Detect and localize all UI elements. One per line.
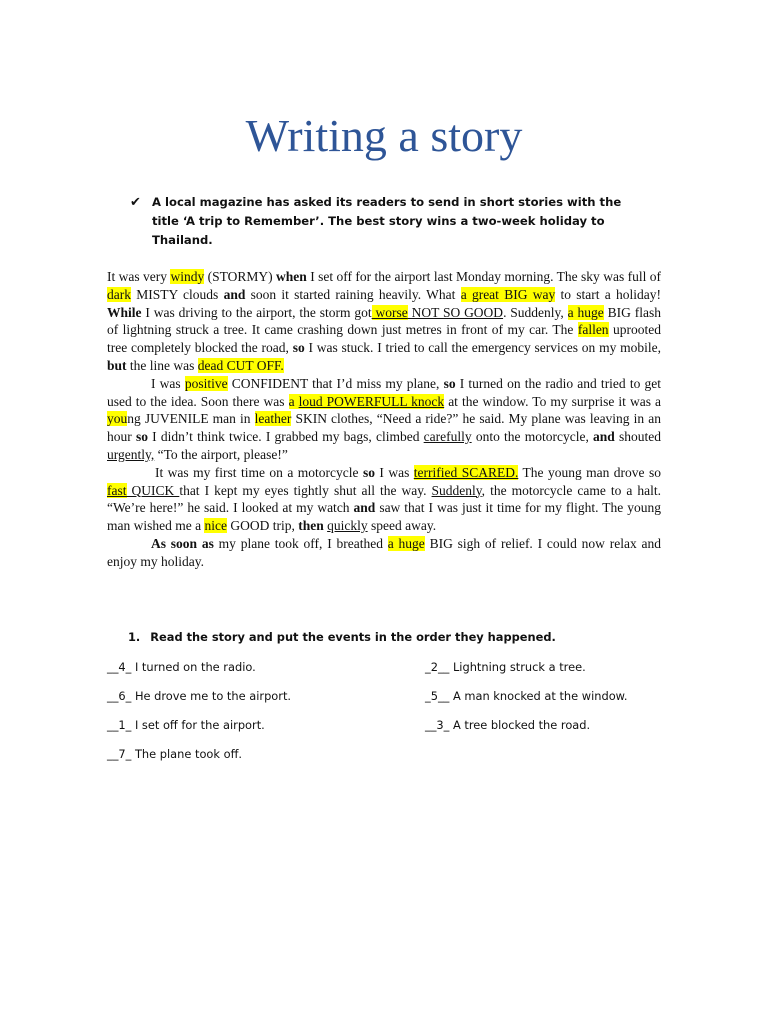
task-instruction <box>130 193 650 250</box>
story-run: speed away. <box>367 518 437 534</box>
story-text <box>107 268 661 571</box>
task-text: A local magazine has asked its readers to send in short stories with the title ‘A trip to Remember’. The best story wins a two-week holiday to Thailand. <box>152 195 622 247</box>
linking-word: when <box>276 269 307 284</box>
story-run: onto the motorcycle, <box>471 429 594 445</box>
highlighted-word: positive <box>184 375 228 391</box>
story-run: I was driving to the airport, the storm got <box>141 304 372 320</box>
event-item: __3_ A tree blocked the road. <box>425 718 591 732</box>
highlighted-word: you <box>107 411 128 427</box>
story-run: The young man drove so <box>518 464 661 480</box>
story-run: I set off for the airport last Monday morning. The sky was full of <box>306 269 662 284</box>
highlighted-word: fast <box>107 482 127 498</box>
story-run: at the window. To my surprise it was a <box>444 393 661 409</box>
story-run: that I kept my eyes tightly shut all the way. <box>179 482 432 498</box>
linking-word: and <box>593 429 615 445</box>
check-mark-icon: ✔ <box>130 195 141 210</box>
story-run: GOOD trip, <box>226 518 299 534</box>
story-paragraph-3 <box>107 464 661 535</box>
story-run: to start a holiday! <box>555 286 662 302</box>
question-text: Read the story and put the events in the order they happened. <box>150 630 556 644</box>
highlighted-word: dark <box>107 286 131 302</box>
event-item: _5__ A man knocked at the window. <box>425 689 628 703</box>
linking-word: and <box>223 286 246 302</box>
highlighted-word: terrified SCARED. <box>413 464 519 480</box>
story-run: MISTY clouds <box>131 286 224 302</box>
story-run: I was <box>374 464 414 480</box>
linking-word: so <box>362 464 375 480</box>
story-run: I turned on the radio and tried to get used to the idea. Soon there was <box>107 375 661 409</box>
story-run: SKIN clothes, “Need a ride?” he said. My plane was leaving in an hour <box>107 411 661 445</box>
highlighted-word: windy <box>170 269 205 284</box>
event-item: __7_ The plane took off. <box>107 747 243 761</box>
story-paragraph-1 <box>107 268 661 375</box>
linking-word: As soon as <box>151 535 214 551</box>
highlighted-word: leather <box>254 411 292 427</box>
story-run: It was very <box>107 269 171 284</box>
linking-word: While <box>107 304 142 320</box>
story-run: Suddenly <box>431 482 482 498</box>
page-title: Writing a story <box>245 110 523 161</box>
linking-word: so <box>292 340 305 356</box>
story-run: BIG flash of lightning struck a tree. It came crashing down just metres in front of my car. The <box>107 304 661 338</box>
event-item: __1_ I set off for the airport. <box>107 718 265 732</box>
highlighted-word: loud POWERFULL knock <box>298 393 445 409</box>
story-run: I didn’t think twice. I grabbed my bags, climbed <box>147 429 424 445</box>
story-run: “To the airport, please!” <box>154 446 288 462</box>
story-run: NOT SO GOOD <box>407 304 504 320</box>
story-paragraph-2 <box>107 375 661 464</box>
linking-word: then <box>298 518 324 534</box>
highlighted-word: a huge <box>387 535 425 551</box>
story-run: urgently, <box>107 446 155 462</box>
event-item: __6_ He drove me to the airport. <box>107 689 292 703</box>
highlighted-word: dead CUT OFF. <box>197 357 284 373</box>
story-run: CONFIDENT that I’d miss my plane, <box>227 375 444 391</box>
story-run: I was stuck. I tried to call the emergency services on my mobile, <box>304 340 661 356</box>
story-run: uprooted tree completely blocked the road, <box>107 322 661 356</box>
story-run: quickly <box>327 518 368 534</box>
highlighted-word: a great BIG way <box>460 286 556 302</box>
question-number: 1. <box>128 630 141 644</box>
story-run: shouted <box>614 429 661 445</box>
story-run: ng JUVENILE man in <box>127 411 255 427</box>
story-run: my plane took off, I breathed <box>213 535 388 551</box>
story-run: (STORMY) <box>204 269 277 284</box>
highlighted-word: a huge <box>567 304 604 320</box>
linking-word: and <box>353 500 376 516</box>
highlighted-word: fallen <box>577 322 609 338</box>
story-run: It was my first time on a motorcycle <box>155 464 363 480</box>
question-title <box>128 630 556 644</box>
linking-word: so <box>443 375 456 391</box>
highlighted-word: nice <box>204 518 227 534</box>
story-run: , the motorcycle came to a halt. “We’re here!” he said. I looked at my watch <box>107 482 662 516</box>
story-run: carefully <box>423 429 472 445</box>
event-item: _2__ Lightning struck a tree. <box>425 660 586 674</box>
story-run: the line was <box>126 357 198 373</box>
highlighted-word: worse <box>371 304 408 320</box>
story-run: . Suddenly, <box>503 304 568 320</box>
story-run: QUICK <box>126 482 180 498</box>
story-run: I was <box>151 375 185 391</box>
linking-word: but <box>107 357 127 373</box>
event-item: __4_ I turned on the radio. <box>107 660 256 674</box>
story-paragraph-4 <box>107 535 661 571</box>
linking-word: so <box>135 429 148 445</box>
story-run: BIG sigh of relief. I could now relax and enjoy my holiday. <box>107 535 661 569</box>
story-run: soon it started raining heavily. What <box>245 286 461 302</box>
story-run: saw that I was just it time for my flight. The young man wished me a <box>107 500 661 534</box>
highlighted-word: a <box>288 393 299 409</box>
